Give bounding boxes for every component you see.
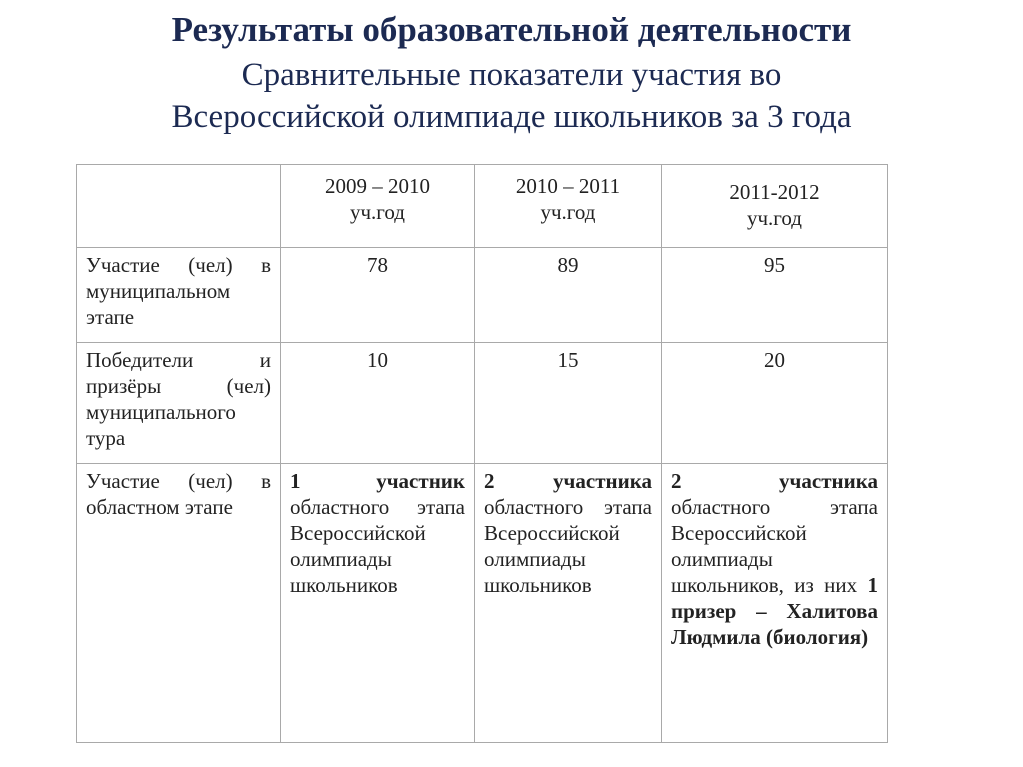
row-label-regional-participation: Участие (чел) в областном этапе — [77, 464, 281, 743]
cell-text: областного этапа Всероссийской олимпиады школьников, из них — [671, 495, 878, 597]
cell-value: 95 — [662, 248, 888, 343]
subtitle-line-1: Сравнительные показатели участия во — [241, 57, 782, 93]
cell-regional-2010-2011 — [475, 464, 662, 743]
header-year-2009-2010 — [281, 165, 475, 248]
cell-text: областного этапа Всероссийской олимпиады школьников — [290, 495, 465, 597]
header-year-range: 2010 – 2011 — [515, 174, 621, 198]
header-year-range: 2009 – 2010 — [325, 174, 430, 198]
subtitle-line-2: Всероссийской олимпиаде школьников за 3 года — [171, 99, 852, 135]
header-year-unit: уч.год — [747, 206, 802, 230]
header-year-range: 2011-2012 — [729, 180, 820, 204]
cell-regional-2011-2012 — [662, 464, 888, 743]
row-label-municipal-participation: Участие (чел) в муниципальном этапе — [77, 248, 281, 343]
table-header-row — [77, 165, 888, 248]
olympiad-comparison-table — [76, 164, 888, 743]
cell-value: 20 — [662, 343, 888, 464]
page-title: Результаты образовательной деятельности — [171, 10, 852, 49]
cell-bold-prize-text: 1 призер – Халитова Людмила (биология) — [671, 573, 878, 649]
cell-value: 89 — [475, 248, 662, 343]
table-row — [77, 464, 888, 743]
header-year-2010-2011 — [475, 165, 662, 248]
header-empty-cell — [77, 165, 281, 248]
cell-bold-text: 2 участника — [484, 469, 652, 493]
cell-value: 78 — [281, 248, 475, 343]
cell-bold-text: 2 участника — [671, 469, 878, 493]
header-year-2011-2012 — [662, 165, 888, 248]
page-subtitle — [0, 54, 1023, 138]
cell-text: областного этапа Всероссийской олимпиады школьников — [484, 495, 652, 597]
cell-regional-2009-2010 — [281, 464, 475, 743]
table-row — [77, 248, 888, 343]
header-year-unit: уч.год — [540, 200, 596, 224]
row-label-winners: Победители и призёры (чел) муниципального тура — [77, 343, 281, 464]
cell-value: 15 — [475, 343, 662, 464]
table-row — [77, 343, 888, 464]
header-year-unit: уч.год — [350, 200, 405, 224]
cell-bold-text: 1 участник — [290, 469, 465, 493]
cell-value: 10 — [281, 343, 475, 464]
